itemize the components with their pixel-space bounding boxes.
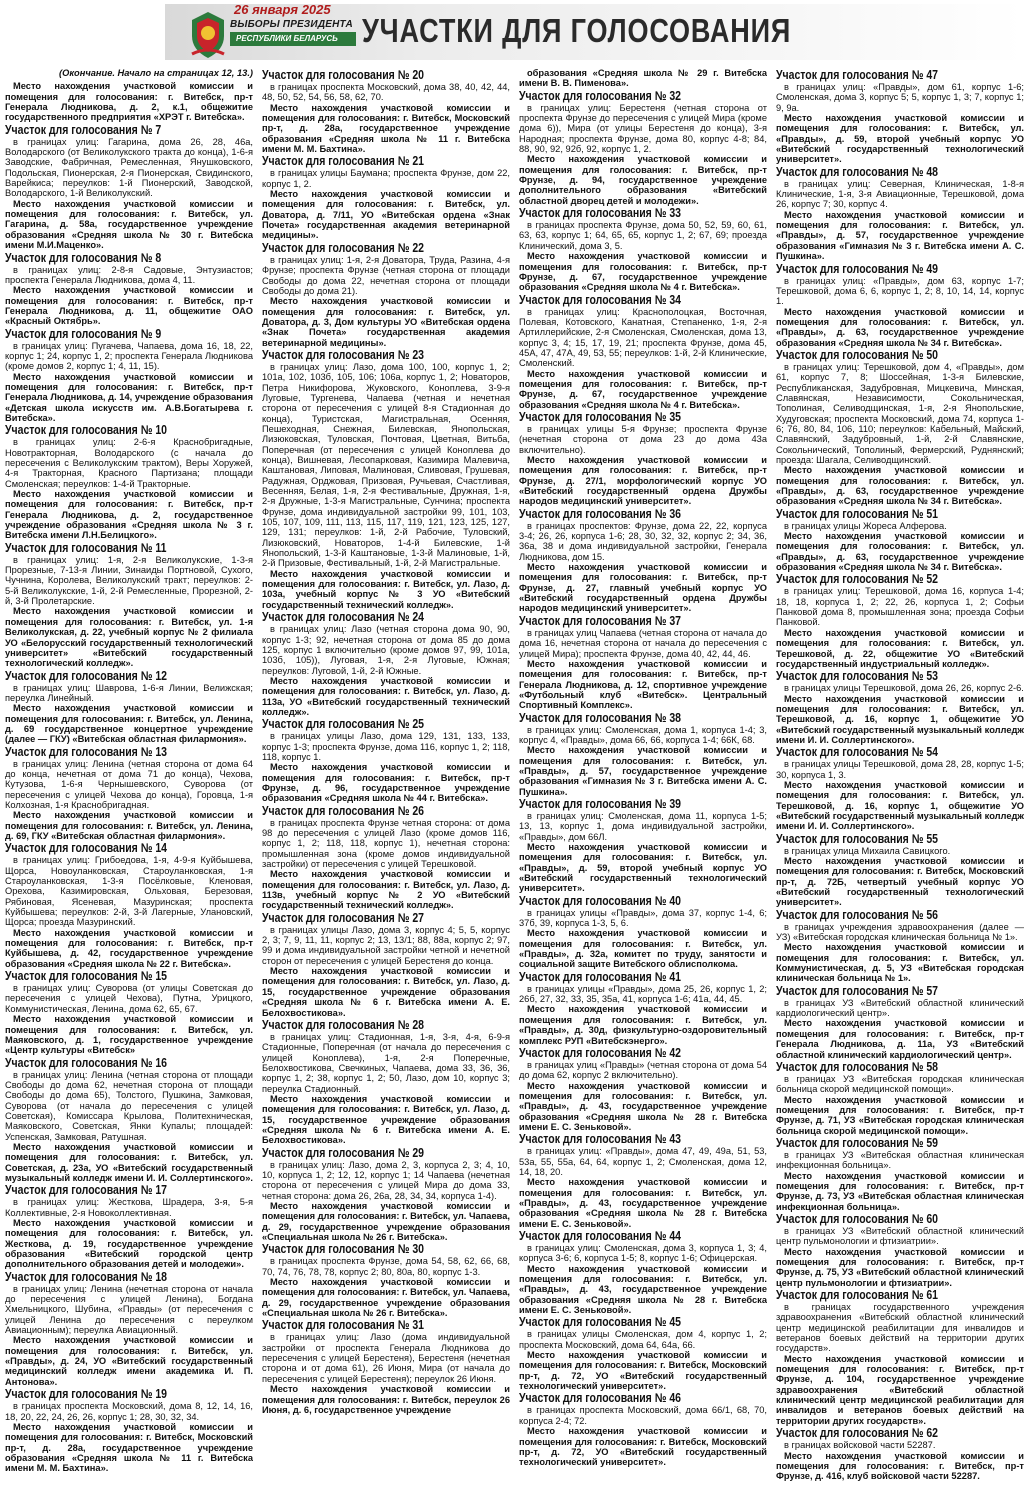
- station-heading: Участок для голосования № 12: [5, 668, 168, 683]
- station-boundaries: в границах проспекта Московский, дома 8, 12, 14, 16, 18, 20, 22, 24, 26, 26, корпус 1; 28, 30, 32, 34.: [5, 1401, 253, 1422]
- station-heading: Участок для голосования № 49: [776, 261, 939, 276]
- commission-location: Место нахождения участковой комиссии и помещения для голосования: г. Витебск, ул. Терешковой, д. 22, общежитие УО «Витебский государственный индустриальный колледж».: [776, 627, 1024, 669]
- station-heading: Участок для голосования № 10: [5, 423, 168, 438]
- station-heading: Участок для голосования № 34: [519, 292, 682, 307]
- commission-location: Место нахождения участковой комиссии и помещения для голосования: г. Витебск, ул. Жесткова, д. 19, государственное учреждение образования «Витебский городской центр дополнительного образования детей и молодежи».: [5, 1218, 253, 1270]
- station-boundaries: в границах улиц: Ленина (четная сторона от площади Свободы до дома 62, нечетная сторона от площади Свободы до дома 65), Толстого, Пушкина, Замковая, Суворова (от начала до пересечения с улицей Советская), Комиссара Крылова, Политехническая, Маяковского, Советская, Янки Купалы; площадей: Успенская, Замковая, Ратушная.: [5, 1069, 253, 1142]
- station-heading: Участок для голосования № 39: [519, 796, 682, 811]
- station-heading: Участок для голосования № 18: [5, 1269, 168, 1284]
- station-heading: Участок для голосования № 20: [262, 68, 425, 82]
- station-boundaries: в границах улиц: Смоленская, дома 3, корпуса 1, 3; 4, корпуса 3-6; 6, корпуса 1-5; 8, корпус 1-6; Офицерская.: [519, 1243, 767, 1264]
- commission-location: Место нахождения участковой комиссии и помещения для голосования: г. Витебск, ул. Коммунистическая, д. 5, УЗ «Витебская городская клиническая больница № 1».: [776, 942, 1024, 984]
- commission-location: Место нахождения участковой комиссии и помещения для голосования: г. Витебск, пр-т Фрунзе, д. 96, государственное учреждение образования «Средняя школа № 44 г. Витебска».: [262, 762, 510, 804]
- station-boundaries: в границах проспектов: Фрунзе, дома 22, 22, корпуса 3-4; 26, 26, корпуса 1-6; 28, 30, 32, 32, корпус 2; 34, 36, 36а, 38 и дома индивидуальной застройки, Генерала Людникова, дом 15.: [519, 520, 767, 562]
- station-boundaries: в границах улиц: 2-8-я Садовые, Энтузиастов; проспекта Генерала Людникова, дома 4, 11.: [5, 264, 253, 285]
- commission-location: Место нахождения участковой комиссии и помещения для голосования: г. Витебск, ул. Терешковой, д. 16, корпус 1, общежитие УО «Витебский государственный музыкальный колледж имени И. И. Соллертинского».: [776, 779, 1024, 832]
- commission-location: Место нахождения участковой комиссии и помещения для голосования: г. Витебск, ул. Доватора, д. 7/11, УО «Витебская ордена «Знак Почета» государственная академия ветеринарной медицины».: [262, 189, 510, 241]
- commission-location: Место нахождения участковой комиссии и помещения для голосования: г. Витебск, пр-т Генерала Людникова, д. 11а, УЗ «Витебский областной клинический кардиологический центр».: [776, 1018, 1024, 1060]
- station-heading: Участок для голосования № 8: [5, 250, 162, 265]
- commission-location: Место нахождения участковой комиссии и помещения для голосования: г. Витебск, ул. «Правды», д. 30д, физкультурно-оздоровительный комплекс РУП «Витебскэнерго».: [519, 1004, 767, 1046]
- station-boundaries: в границах улицы «Правды», дома 37, корпус 1-4, 6; 37б, 39, корпуса 1-3, 5, 6.: [519, 907, 767, 929]
- station-heading: Участок для голосования № 40: [519, 893, 682, 908]
- station-heading: Участок для голосования № 44: [519, 1229, 682, 1243]
- commission-location: Место нахождения участковой комиссии и помещения для голосования: г. Витебск, пр-т Генерала Людникова, д. 12, спортивное учреждение «Футбольный клуб «Витебск». Центральный Спортивный Комплекс».: [519, 658, 767, 711]
- commission-location: Место нахождения участковой комиссии и помещения для голосования: г. Витебск, пр-т Фрунзе, д. 67, государственное учреждение образования «Средняя школа № 4 г. Витебска».: [519, 251, 767, 293]
- commission-location: Место нахождения участковой комиссии и помещения для голосования: г. Витебск, ул. 1-я Великолукская, д. 22, учебный корпус № 2 филиала УО «Белорусский государственный технологический университет» «Витебский государственный технологический колледж».: [5, 606, 253, 669]
- station-boundaries: в границах войсковой части 52287.: [784, 1440, 936, 1451]
- station-boundaries: в границах улиц: Суворова (от улицы Советская до пересечения с улицей Чехова), Путна, Урицкого, Коммунистическая, Ленина, дома 62, 65, 67.: [5, 983, 253, 1014]
- commission-location: Место нахождения участковой комиссии и помещения для голосования: г. Витебск, Московский пр-т, д. 72Б, четвертый учебный корпус УО «Витебский государственный технологический университет».: [776, 856, 1024, 908]
- commission-location: Место нахождения участковой комиссии и помещения для голосования: г. Витебск, ул. Маяковского, д. 1, государственное учреждение «Центр культуры «Витебск»: [5, 1014, 253, 1056]
- station-heading: Участок для голосования № 62: [776, 1426, 939, 1441]
- station-boundaries: в границах улиц: Шаврова, 1-6-я Линии, Велижская; переулка Линейный.: [5, 682, 253, 703]
- commission-location: Место нахождения участковой комиссии и помещения для голосования: г. Витебск, ул. «Правды», д. 43, государственное учреждение образования «Средняя школа № 28 г. Витебска имени Е. С. Зеньковой».: [519, 1080, 767, 1132]
- station-boundaries: в границах учреждения здравоохранения (далее — УЗ) «Витебская городская клиническая больница № 1».: [776, 921, 1024, 943]
- station-boundaries: в границах улиц Чапаева (четная сторона от начала до дома 16, нечетная сторона от начала до пересечения с улицей Мира); проспекта Фрунзе, дома 40, 42, 44, 46.: [519, 627, 767, 659]
- station-heading: Участок для голосования № 11: [5, 540, 167, 555]
- station-heading: Участок для голосования № 41: [519, 969, 682, 984]
- commission-location: Место нахождения участковой комиссии и помещения для голосования: г. Витебск, пр-т Фрунзе, д. 416, клуб войсковой части 52287.: [776, 1450, 1024, 1482]
- commission-location: Место нахождения участковой комиссии и помещения для голосования: г. Витебск, ул. «Правды», д. 43, государственное учреждение образования «Средняя школа № 28 г. Витебска имени Е. С. Зеньковой».: [519, 1177, 767, 1229]
- commission-location: Место нахождения участковой комиссии и помещения для голосования: г. Витебск, пр-т Фрунзе, д. 104, государственное учреждение здравоохранения «Витебский областной клинический центр медицинской реабилитации для инвалидов и ветеранов боевых действий на территории других государств».: [776, 1353, 1024, 1426]
- station-heading: Участок для голосования № 24: [262, 610, 425, 625]
- column-1: [5, 68, 253, 1492]
- station-heading: Участок для голосования № 45: [519, 1315, 682, 1330]
- commission-location: Место нахождения участковой комиссии и помещения для голосования: г. Витебск, пр-т Фрунзе, д. 27, главный учебный корпус УО «Витебский государственный ордена Дружбы народов медицинский университет».: [519, 562, 767, 614]
- station-boundaries: в границах улиц: Смоленская, дома 11, корпуса 1-5; 13, 13, корпус 1, дома индивидуальной застройки, «Правды», дом 66Л.: [519, 810, 767, 842]
- commission-location: Место нахождения участковой комиссии и помещения для голосования: г. Витебск, ул. «Правды», д. 43, государственное учреждение образования «Средняя школа № 28 г. Витебска имени Е. С. Зеньковой».: [519, 1263, 767, 1316]
- election-subtitle-band: [230, 32, 356, 46]
- commission-location: Место нахождения участковой комиссии и помещения для голосования: г. Витебск, ул. «Правды», д. 24, УО «Витебский государственный медицинский колледж имени академика И. П. Антонова».: [5, 1335, 253, 1387]
- station-boundaries: в границах улиц: 1-я, 2-я Доватора, Труда, Разина, 4-я Фрунзе; проспекта Фрунзе (четная сторона от площади Свободы до дома 22, нечетная сторона от площади Свободы до дома 21).: [262, 254, 510, 296]
- commission-location: Место нахождения участковой комиссии и помещения для голосования: г. Витебск, пр-т Фрунзе, д. 67, государственное учреждение образования «Средняя школа № 4 г. Витебска».: [519, 368, 767, 410]
- commission-location: Место нахождения участковой комиссии и помещения для голосования: г. Витебск, ул. Ленина, д. 69, ГКУ «Витебская областная филармония».: [5, 810, 253, 841]
- commission-location: Место нахождения участковой комиссии и помещения для голосования: г. Витебск, ул. Чапаева, д. 29, государственное учреждение образования «Специальная школа № 26 г. Витебска».: [262, 1201, 510, 1243]
- commission-location: Место нахождения участковой комиссии и помещения для голосования: г. Витебск, ул. «Правды», д. 59, второй учебный корпус УО «Витебский государственный технологический университет».: [776, 113, 1024, 165]
- commission-location: Место нахождения участковой комиссии и помещения для голосования: г. Витебск, пр-т Фрунзе, д. 73, УЗ «Витебская областная клиническая инфекционная больница».: [776, 1170, 1024, 1212]
- station-boundaries: в границах улиц: «Правды», дом 61, корпус 1-6; Смоленская, дома 3, корпус 5; 5, корпус 1, 3; 7, корпус 1; 9, 9а.: [776, 82, 1024, 113]
- station-boundaries: в границах улиц: «Правды», дом 63, корпус 1-7; Терешковой, дома 6, 6, корпус 1, 2; 8, 10, 14, 14, корпус 1.: [776, 275, 1024, 307]
- station-heading: Участок для голосования № 21: [262, 154, 425, 169]
- station-boundaries: в границах улицы Жореса Алферова.: [784, 520, 947, 531]
- commission-location: Место нахождения участковой комиссии и помещения для голосования: г. Витебск, Московский пр-т, д. 28а, государственное учреждение образования «Средняя школа № 11 г. Витебска имени М. М. Бахтина».: [5, 1421, 253, 1474]
- election-subtitle: РЕСПУБЛИКИ БЕЛАРУСЬ: [236, 34, 338, 43]
- commission-location: Место нахождения участковой комиссии и помещения для голосования: г. Витебск, пр-т Генерала Людникова, д. 11, общежитие ОАО «Красный Октябрь».: [5, 285, 253, 327]
- station-heading: Участок для голосования № 46: [519, 1391, 682, 1406]
- station-boundaries: в границах улиц: Лазо, дома 100, 100, корпус 1, 2; 101а, 102, 103б, 105, 106; 106а, корпус 1, 2; Новаторов, Петра Никифорова, Жуковского, Коноплева, 3-9-я Луговые, Тургенева, Чапаева (четная и нечетная сторона от пересечения с улицей 8-я Стадионная до конца), Туристская, Магистральная, Осенняя, Пешеходная, Снежная, Билевская, Янопольская, Лизюковская, Туловская, Почтовая, Цветная, Витьба, Поперечная (от пересечения с улицей Коноплева до конца), Вишневая, Лесопарковая, Казимира Малевича, Каштановая, Липовая, Малиновая, Сливовая, Грушевая, Радужная, Орджовая, Призовая, Ручьевая, Счастливая, Весенняя, Белая, 1-я, 2-я Фестивальные, Дружная, 1-я, 2-я Дружные, 1-3-я Магистральные, Сунчина; проспекта Фрунзе, дома индивидуальной застройки 99, 101, 103, 105, 107, 109, 111, 113, 115, 117, 119, 121, 123, 125, 127, 129, 131; переулков: 1-й, 2-й Рабочие, Туловский, Лизюковский, Новаторов, 1-4-й Билевские, 1-й Янопольский, 1-3-й Каштановые, 1-3-й Малиновые, 1-й, 2-й Призовые, Фестивальный, 1-й, 2-й Магистральные.: [262, 361, 510, 569]
- election-date: 26 января 2025: [234, 2, 331, 17]
- commission-location: Место нахождения участковой комиссии и помещения для голосования: г. Витебск, ул. «Правды», д. 63, государственное учреждение образования «Средняя школа № 34 г. Витебска».: [776, 465, 1024, 507]
- station-boundaries: в границах улиц: Лазо (четная сторона дома 90, 90, корпус 1-3; 92, нечетная сторона от дома 85 до дома 125, корпус 1 включительно (кроме домов 97, 99, 101а, 103б, 105)), Луговая, 1-я, 2-я Луговые, Южная; переулков: Луговой, 1-й, 2-й Южные.: [262, 624, 510, 676]
- station-boundaries: в границах улиц: «Правды», дома 47, 49, 49а, 51, 53, 53а, 55, 55а, 64, 64, корпус 1, 2; Смоленская, дома 12, 14, 18, 20.: [519, 1146, 767, 1177]
- commission-location: Место нахождения участковой комиссии и помещения для голосования: г. Витебск, переулок 26 Июня, д. 6, государственное учреждение: [262, 1384, 510, 1415]
- station-heading: Участок для голосования № 16: [5, 1055, 168, 1070]
- masthead: [0, 0, 1024, 68]
- station-boundaries: в границах улиц: 1-я, 2-я Великолукские, 1-3-я Прорезные, 7-13-я Линии, Зинаиды Портновой, Сухого, Чучнина, Королева, Великолукский тракт; переулков: 2-5-й Великолукские, 1-й, 2-й Ремесленные, Прорезной, 2-й, 3-й Пролетарские.: [5, 554, 253, 607]
- commission-location: Место нахождения участковой комиссии и помещения для голосования: г. Витебск, ул. Лазо, д. 113в, учебный корпус № 2 УО «Витебский государственный технический колледж».: [262, 869, 510, 911]
- commission-location: Место нахождения участковой комиссии и помещения для голосования: г. Витебск, пр-т Фрунзе, д. 71, УЗ «Витебская городская клиническая больница скорой медицинской помощи».: [776, 1094, 1024, 1136]
- station-boundaries: в границах улиц: Пугачева, Чапаева, дома 16, 18, 22, корпус 1; 24, корпус 1, 2; проспекта Генерала Людникова (кроме домов 2, корпус 1; 4, 11, 15).: [5, 340, 253, 372]
- station-heading: Участок для голосования № 54: [776, 745, 939, 760]
- station-boundaries: в границах улицы Смоленская, дом 4, корпус 1, 2; проспекта Московский, дома 64, 64а, 66.: [519, 1329, 767, 1350]
- station-heading: Участок для голосования № 35: [519, 409, 682, 424]
- station-heading: Участок для голосования № 58: [776, 1059, 939, 1074]
- station-heading: Участок для голосования № 13: [5, 744, 168, 759]
- commission-location: Место нахождения участковой комиссии и помещения для голосования: г. Витебск, пр-т Фрунзе, д. 75, УЗ «Витебский областной клинический центр пульмонологии и фтизиатрии».: [776, 1246, 1024, 1288]
- station-heading: Участок для голосования № 42: [519, 1045, 682, 1060]
- station-boundaries: в границах УЗ «Витебская областная клиническая инфекционная больница».: [776, 1149, 1024, 1171]
- column-2: [262, 68, 510, 1492]
- station-boundaries: в границах улицы 5-я Фрунзе; проспекта Фрунзе (нечетная сторона от дома 23 до дома 43а включительно).: [519, 423, 767, 455]
- commission-location: Место нахождения участковой комиссии и помещения для голосования: г. Витебск, пр-т Генерала Людникова, д. 2, государственное учреждение образования «Средняя школа № 3 г. Витебска имени Л.Н.Белицкого».: [5, 489, 253, 541]
- station-boundaries: в границах улиц: Лазо (дома индивидуальной застройки от проспекта Генерала Людникова до пересечения с улицей Берестеня), Берестеня (нечетная сторона и от дома 61), 26 Июня, Мира (от начала до пересечения с улицей Берестеня); переулок 26 Июня.: [262, 1332, 510, 1384]
- commission-location: Место нахождения участковой комиссии и помещения для голосования: г. Витебск, ул. Лазо, д. 15, государственное учреждение образования «Средняя школа № 6 г. Витебска имени А. Е. Белохвостикова».: [262, 1093, 510, 1146]
- commission-location: Место нахождения участковой комиссии и помещения для голосования: г. Витебск, ул. Чапаева, д. 29, государственное учреждение образования «Специальная школа № 26 г. Витебска».: [262, 1277, 510, 1319]
- station-heading: Участок для голосования № 48: [776, 164, 939, 179]
- station-boundaries: в границах проспекта Фрунзе четная сторона: от дома 98 до пересечения с улицей Лазо (кроме домов 116, корпус 1, 2; 118, 118, корпус 1), нечетная сторона: промышленная зона (кроме домов индивидуальной застройки) от пересечения с улицей Терешковой.: [262, 817, 510, 870]
- station-boundaries: в границах улицы «Правды», дома 25, 26, корпус 1, 2; 26б, 27, 32, 33, 35, 35а, 41, корпуса 1-6; 41а, 44, 45.: [519, 983, 767, 1005]
- commission-location: Место нахождения участковой комиссии и помещения для голосования: г. Витебск, ул. Терешковой, д. 16, корпус 1, общежитие УО «Витебский государственный музыкальный колледж имени И. И. Соллертинского».: [776, 693, 1024, 745]
- station-boundaries: в границах улиц: Терешковой, дом 4, «Правды», дом 61, корпус 7, 8; Шоссейная, 1-3-я Билевские, Республиканская, Задубровная, Мицкевича, Минская, Славянская, Независимости, Сокольническая, Тополиная, Селиводщинская, 1-я, 2-я Янопольские, Худуговская; проспекта Московский, дома 74, корпуса 1-6; 76, 80, 84, 106, 110; переулков: Кабельный, Майский, Славянский, Задубровный, 1-й, 2-й Славянские, Сокольнический, Тополиный, Фермерский, Руднянский; проезда: Шагала, Селиводщинский.: [776, 361, 1024, 465]
- station-heading: Участок для голосования № 51: [776, 506, 939, 521]
- article-columns: [0, 68, 1024, 1492]
- station-boundaries: в границах проспекта Фрунзе, дома 50, 52, 59, 60, 61, 63, 63, корпус 1; 64, 65, 65, корпус 1, 2; 67, 69; проезда Клинический, дома 3, 5.: [519, 220, 767, 251]
- commission-location: Место нахождения участковой комиссии и помещения для голосования: г. Витебск, Московский пр-т, д. 72, УО «Витебский государственный технологический университет».: [519, 1350, 767, 1392]
- station-heading: Участок для голосования № 47: [776, 68, 939, 82]
- commission-location: Место нахождения участковой комиссии и помещения для голосования: г. Витебск, ул. Ленина, д. 69 государственное концертное учреждение (далее — ГКУ) «Витебская областная филармония».: [5, 703, 253, 745]
- page-heading: УЧАСТКИ ДЛЯ ГОЛОСОВАНИЯ: [362, 12, 792, 49]
- station-boundaries: в границах улицы Терешковой, дома 28, 28, корпус 1-5; 30, корпуса 1, 3.: [776, 759, 1024, 780]
- station-heading: Участок для голосования № 15: [5, 969, 168, 984]
- station-boundaries: в границах улиц: 2-6-я Краснобригадные, Новотракторная, Володарского (с начала до пересечения с Великолукским трактом), Веры Хоружей, 4-я Тракторная, Красного Партизана; площади Смоленская; переулков: 1-4-й Тракторные.: [5, 437, 253, 489]
- commission-location: Место нахождения участковой комиссии и помещения для голосования: г. Витебск, ул. Гагарина, д. 58а, государственное учреждение образования «Средняя школа № 30 г. Витебска имени М.И.Маценко».: [5, 198, 253, 251]
- station-boundaries: в границах государственного учреждения здравоохранения «Витебский областной клинический центр медицинской реабилитации для инвалидов и ветеранов боевых действий на территории других государств».: [776, 1302, 1024, 1354]
- station-boundaries: в границах УЗ «Витебский областной клинический кардиологический центр».: [776, 997, 1024, 1019]
- commission-location: Место нахождения участковой комиссии и помещения для голосования: г. Витебск, ул. Советская, д. 23а, УО «Витебский государственный музыкальный колледж имени И. И. Соллертинского».: [5, 1141, 253, 1183]
- station-boundaries: в границах улица Михаила Савицкого.: [784, 845, 951, 856]
- station-heading: Участок для голосования № 43: [519, 1132, 682, 1147]
- station-boundaries: в границах улицы Баумана; проспекта Фрунзе, дом 22, корпус 1, 2.: [262, 168, 510, 189]
- station-boundaries: в границах УЗ «Витебский областной клинический центр пульмонологии и фтизиатрии».: [776, 1225, 1024, 1247]
- column-4: [776, 68, 1024, 1492]
- election-logo: [186, 2, 362, 62]
- station-heading: Участок для голосования № 30: [262, 1242, 425, 1257]
- commission-location: Место нахождения участковой комиссии и помещения для голосования: г. Витебск, ул. «Правды», д. 57, государственное учреждение образования «Гимназия № 3 г. Витебска имени А. С. Пушкина».: [776, 209, 1024, 262]
- station-boundaries: в границах проспекта Фрунзе, дома 54, 58, 62, 66, 68, 70, 74, 76, 78, 78, корпус 2; 80, 80а, 80, корпус 1-3.: [262, 1256, 510, 1277]
- station-heading: Участок для голосования № 26: [262, 803, 425, 818]
- station-heading: Участок для голосования № 9: [5, 326, 162, 341]
- commission-location: Место нахождения участковой комиссии и помещения для голосования: г. Витебск, пр-т Генерала Людникова, д. 2, к.1, общежитие государственного предприятия «ХРЭТ г. Витебска».: [5, 81, 253, 123]
- continuation-note: (Окончание. Начало на страницах 12, 13.): [59, 68, 253, 78]
- station-heading: Участок для голосования № 28: [262, 1017, 425, 1032]
- station-heading: Участок для голосования № 14: [5, 841, 168, 856]
- station-boundaries: в границах улиц: Берестеня (четная сторона от проспекта Фрунзе до пересечения с улицей Мира (кроме дома 6)), Мира (от улицы Берестеня до конца), 3-я Народная; проспекта Фрунзе, дома 80, корпус 4-8; 84, 88, 90, 92, 92б, 92, корпус 1, 2.: [519, 102, 767, 155]
- station-boundaries: в границах улиц: Грибоедова, 1-я, 4-9-я Куйбышева, Щорса, Новоуланковская, Староуланковская, 1-я Староуланковская, 1-3-я Посёлковые, Кленовая, Орехова, Казимировская, Ольховая, Березовая, Рябиновая, Ясеневая, Мазуринская; проспекта Куйбышева; переулков: 2-й, 3-й Лагерные, Улановский, Щорса; проезда Мазуринский.: [5, 855, 253, 928]
- station-heading: Участок для голосования № 59: [776, 1135, 939, 1150]
- commission-location: Место нахождения участковой комиссии и помещения для голосования: г. Витебск, ул. Доватора, д. 3, Дом культуры УО «Витебская ордена «Знак Почета» государственная академия ветеринарной медицины».: [262, 296, 510, 348]
- commission-location: Место нахождения участковой комиссии и помещения для голосования: г. Витебск, пр-т Фрунзе, д. 27/1, морфологический корпус УО «Витебский государственный ордена Дружбы народов медицинский университет».: [519, 455, 767, 507]
- station-boundaries: в границах улиц: Северная, Клиническая, 1-8-я Клинические, 1-я, 3-я Авиационные, Терешковой, дома 26, корпус 7; 30, корпус 4.: [776, 178, 1024, 210]
- station-heading: Участок для голосования № 56: [776, 907, 939, 922]
- station-heading: Участок для голосования № 37: [519, 613, 682, 628]
- station-heading: Участок для голосования № 27: [262, 910, 425, 925]
- commission-location: Место нахождения участковой комиссии и помещения для голосования: г. Витебск, ул. «Правды», д. 57, государственное учреждение образования «Гимназия № 3 г. Витебска имени А. С. Пушкина».: [519, 745, 767, 797]
- station-boundaries: в границах улиц: Стадионная, 1-я, 3-я, 4-я, 6-9-я Стадионные, Поперечная (от начала до пересечения с улицей Коноплева), 1-я, 2-я Поперечные, Белохвостикова, Свечкиных, Чапаева, дома 33, 36, 36, корпус 1, 2; 38, корпус 1, 2; 50, Лазо, дом 10, корпус 3; переулка Стадионный.: [262, 1031, 510, 1094]
- station-boundaries: в границах улиц: Краснополоцкая, Восточная, Полевая, Котовского, Канатная, Степаненко, 1-я, 2-я Артиллерийские, 2-я Смоленская, Смоленская, дома 13, корпус 3, 4; 15, 17, 19, 21; проспекта Фрунзе, дома 45, 45А, 47, 47А, 49, 53, 55; переулков: 1-й, 2-й Клинические, Смоленский.: [519, 306, 767, 369]
- station-heading: Участок для голосования № 36: [519, 506, 682, 521]
- commission-location: Место нахождения участковой комиссии и помещения для голосования: г. Витебск, пр-т Генерала Людникова, д. 14, учреждение образования «Детская школа искусств им. А.В.Богатырева г. Витебска».: [5, 371, 253, 423]
- station-heading: Участок для голосования № 55: [776, 831, 939, 846]
- station-boundaries: в границах УЗ «Витебская городская клиническая больница скорой медицинской помощи».: [776, 1073, 1024, 1095]
- station-heading: Участок для голосования № 38: [519, 710, 682, 725]
- commission-location: Место нахождения участковой комиссии и помещения для голосования: г. Витебск, пр-т Куйбышева, д. 42, государственное учреждение образования «Средняя школа № 22 г. Витебска».: [5, 927, 253, 969]
- station-heading: Участок для голосования № 7: [5, 122, 162, 137]
- station-boundaries: в границах улиц: Жесткова, Шрадера, 3-я, 5-я Коллективные, 2-я Новоколлективная.: [5, 1197, 253, 1218]
- station-heading: Участок для голосования № 32: [519, 88, 682, 103]
- station-boundaries: в границах улиц «Правды» (четная сторона от дома 54 до дома 62, корпус 2 включительно).: [519, 1059, 767, 1081]
- commission-location: Место нахождения участковой комиссии и помещения для голосования: г. Витебск, ул. «Правды», д. 32а, комитет по труду, занятости и социальной защите Витебского облисполкома.: [519, 928, 767, 970]
- commission-location: Место нахождения участковой комиссии и помещения для голосования: г. Витебск, ул. Лазо, д. 15, государственное учреждение образования «Средняя школа № 6 г. Витебска имени А. Е. Белохвостикова».: [262, 966, 510, 1018]
- commission-location: Место нахождения участковой комиссии и помещения для голосования: г. Витебск, ул. «Правды», д. 63, государственное учреждение образования «Средняя школа № 34 г. Витебска».: [776, 531, 1024, 573]
- station-heading: Участок для голосования № 29: [262, 1145, 425, 1160]
- station-heading: Участок для голосования № 19: [5, 1387, 168, 1402]
- station-boundaries: в границах улиц: Лазо, дома 2, 3, корпуса 2, 3; 4, 10, 10, корпуса 1, 2; 12, 12, корпус 1; 14 Чапаева (нечетная сторона от пересечения с улицей Мира до дома 33, четная сторона: дома 26, 26а, 28, 34, 34, корпуса 1-4).: [262, 1159, 510, 1201]
- commission-location: Место нахождения участковой комиссии и помещения для голосования: г. Витебск, ул. Лазо, д. 103а, учебный корпус № 3 УО «Витебский государственный технический колледж».: [262, 568, 510, 610]
- station-boundaries: в границах улицы Лазо, дома 3, корпус 4; 5, 5, корпус 2, 3; 7, 9, 11, 11, корпус 2; 13, 13/1; 88, 88а, корпус 2; 97, 99 и дома индивидуальной застройки четной и нечетной сторон от пересечения с улицей Берестеня до конца.: [262, 924, 510, 966]
- station-heading: Участок для голосования № 31: [262, 1318, 425, 1333]
- commission-location: Место нахождения участковой комиссии и помещения для голосования: г. Витебск, ул. Лазо, д. 113а, УО «Витебский государственный технический колледж».: [262, 675, 510, 717]
- station-heading: Участок для голосования № 50: [776, 347, 939, 362]
- commission-location: Место нахождения участковой комиссии и помещения для голосования: г. Витебск, ул. «Правды», д. 63, государственное учреждение образования «Средняя школа № 34 г. Витебска».: [776, 306, 1024, 348]
- election-title: ВЫБОРЫ ПРЕЗИДЕНТА: [230, 19, 353, 30]
- emblem-icon: [186, 10, 230, 60]
- station-heading: Участок для голосования № 53: [776, 669, 939, 684]
- station-boundaries: в границах улицы Терешковой, дома 26, 26, корпус 2-6.: [784, 683, 1024, 694]
- station-boundaries: в границах улиц: Ленина (нечетная сторона от начала до пересечения с улицей Ленина), Богдана Хмельницкого, Шубина, «Правды» (от пересечения с улицей Ленина до пересечения с переулком Авиационным); переулка Авиационный.: [5, 1283, 253, 1336]
- commission-location: образования «Средняя школа № 29 г. Витебска имени В. В. Пименова».: [519, 68, 767, 89]
- station-boundaries: в границах улиц: Гагарина, дома 26, 28, 46а, Володарского (от Великолукского тракта до конца), 1-6-я Заводские, Фабричная, Ремесленная, Янушковского, Подольская, Пионерская, 2-я Пионерская, Свидинского, Варейкиса; переулков: 1-й Пионерский, Заводской, Володарского, 1-й Великолукский.: [5, 136, 253, 199]
- station-boundaries: в границах улиц: Ленина (четная сторона от дома 64 до конца, нечетная от дома 71 до конца), Чехова, Кутузова, 1-6-я Чернышевского, Суворова (от пересечения с улицей Чехова до конца), Горовца, 1-я Колхозная, 1-я Краснобригадная.: [5, 758, 253, 810]
- station-boundaries: в границах улицы Лазо, дома 129, 131, 133, 133, корпус 1-3; проспекта Фрунзе, дома 116, корпус 1, 2; 118, 118, корпус 1.: [262, 731, 510, 762]
- station-heading: Участок для голосования № 52: [776, 572, 939, 587]
- commission-location: Место нахождения участковой комиссии и помещения для голосования: г. Витебск, пр-т Фрунзе, д. 94, государственное учреждение дополнительного образования «Витебский областной дворец детей и молодежи».: [519, 154, 767, 206]
- station-boundaries: в границах проспекта Московский, дома 66/1, 68, 70, корпуса 2-4; 72.: [519, 1405, 767, 1426]
- station-boundaries: в границах улиц: Терешковой, дома 16, корпуса 1-4; 18, 18, корпуса 1, 2; 22, 26, корпуса 1, 2; Софьи Панковой дома 8, промышленная зона; проезда Софьи Панковой.: [776, 586, 1024, 628]
- commission-location: Место нахождения участковой комиссии и помещения для голосования: г. Витебск, Московский пр-т, д. 28а, государственное учреждение образования «Средняя школа № 11 г. Витебска имени М. М. Бахтина».: [262, 102, 510, 155]
- station-heading: Участок для голосования № 33: [519, 206, 682, 221]
- station-heading: Участок для голосования № 17: [5, 1183, 168, 1198]
- station-boundaries: в границах проспекта Московский, дома 38, 40, 42, 44, 48, 50, 52, 54, 56, 58, 62, 70.: [262, 82, 510, 103]
- column-3: [519, 68, 767, 1492]
- station-heading: Участок для голосования № 60: [776, 1211, 939, 1226]
- station-heading: Участок для голосования № 22: [262, 240, 425, 255]
- station-boundaries: в границах улиц: Смоленская, дома 1, корпуса 1-4; 3, корпус 4, «Правды», дома 66, 66, корпуса 1-4; 66К, 68.: [519, 724, 767, 745]
- commission-location: Место нахождения участковой комиссии и помещения для голосования: г. Витебск, Московский пр-т, д. 72, УО «Витебский государственный технологический университет».: [519, 1426, 767, 1468]
- station-heading: Участок для голосования № 23: [262, 347, 425, 362]
- station-heading: Участок для голосования № 57: [776, 983, 939, 998]
- station-heading: Участок для голосования № 61: [776, 1288, 939, 1303]
- station-heading: Участок для голосования № 25: [262, 717, 425, 732]
- commission-location: Место нахождения участковой комиссии и помещения для голосования: г. Витебск, ул. «Правды», д. 59, второй учебный корпус УО «Витебский государственный технологический университет».: [519, 842, 767, 894]
